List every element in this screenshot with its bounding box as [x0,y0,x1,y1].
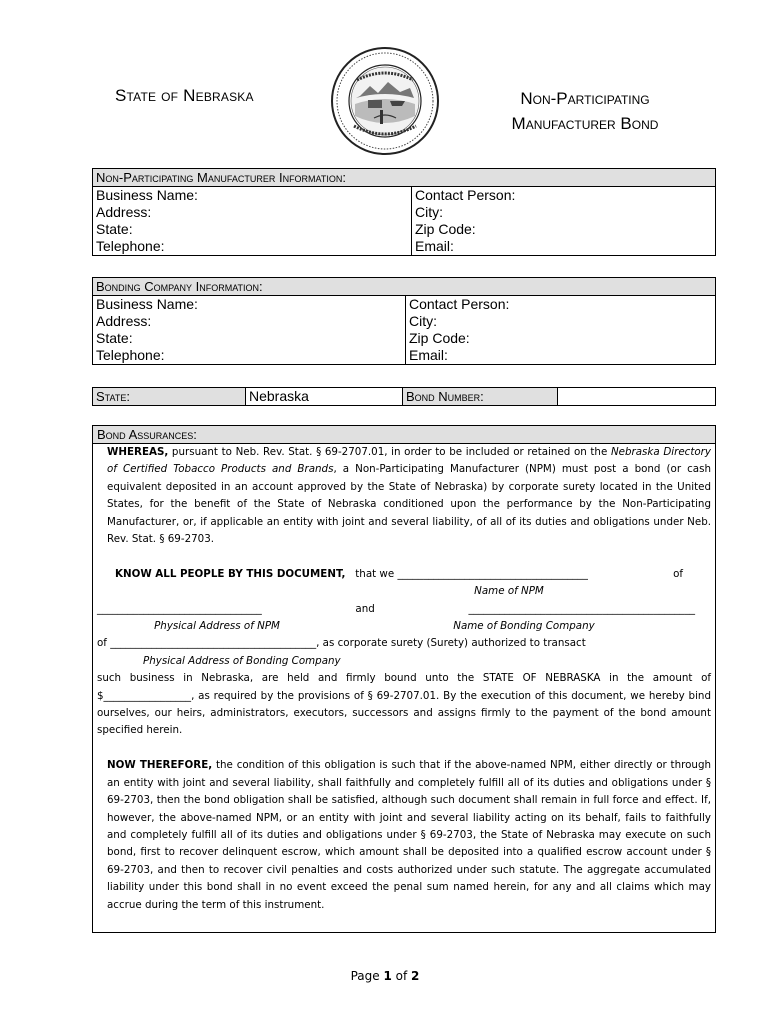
bonding-company-name-blank[interactable]: ____________________________________________ [468,602,695,615]
caption-name-of-npm: Name of NPM [474,585,544,598]
bond-assurances-section [92,425,716,933]
footer-page-word: Page [350,969,384,983]
bonding-telephone-field[interactable]: Telephone: [93,347,406,365]
header-right-title-line1: Non-Participating [520,89,650,108]
now-therefore-paragraph [97,757,711,914]
address-and-bonding-line [97,601,711,618]
such-business-paragraph: such business in Nebraska, are held and firmly bound unto the STATE OF NEBRASKA in the amount of $_________________, as required by the provisions of § 69-2707.01. By the execution of this document, we hereby bind ourselves, our heirs, administrators, executors, successors and assigns firmly to the payment of the bond amount specified herein. [97,672,711,737]
whereas-lead: WHEREAS, [107,446,169,458]
npm-info-table [92,168,716,256]
bonding-city-field[interactable]: City: [406,313,716,330]
caption-physical-address-bonding: Physical Address of Bonding Company [143,654,341,667]
npm-business-name-field[interactable]: Business Name: [93,187,412,205]
now-therefore-lead: NOW THEREFORE, [107,759,213,772]
npm-info-heading: Non-Participating Manufacturer Information: [93,169,716,187]
header-right-title-line2: Manufacturer Bond [511,114,659,133]
state-bond-number-table [92,387,716,406]
header-right-title [470,86,700,136]
caption-row [97,618,711,635]
bonding-business-name-field[interactable]: Business Name: [93,296,406,314]
npm-telephone-field[interactable]: Telephone: [93,238,412,256]
know-all-lead: KNOW ALL PEOPLE BY THIS DOCUMENT, [115,567,346,580]
bonding-contact-person-field[interactable]: Contact Person: [406,296,716,314]
state-label: State: [93,388,246,406]
npm-contact-person-field[interactable]: Contact Person: [412,187,716,205]
bonding-email-field[interactable]: Email: [406,347,716,365]
caption-physical-address-npm: Physical Address of NPM [154,620,280,633]
bond-number-field[interactable] [558,388,716,406]
physical-address-npm-blank[interactable]: ________________________________ [97,602,262,615]
whereas-directory-name: Nebraska Directory of Certified Tobacco Products and Brands [107,446,712,476]
and-word: and [355,602,375,615]
bond-assurances-heading: Bond Assurances: [93,426,715,444]
bond-number-label: Bond Number: [403,388,558,406]
page-footer [0,969,770,983]
npm-zip-field[interactable]: Zip Code: [412,221,716,238]
whereas-text-2: , a Non-Participating Manufacturer (NPM) must post a bond (or cash equivalent deposited in an account approved by the State of Nebraska) by corporate surety located in the United States, for the benefit of the State of Nebraska conditioned upon the performance by the Non-Participating Manufacturer, or, if applicable an entity with joint and several liability, of all of its duties and obligations under Neb. Rev. Stat. § 69-2703. [107,463,711,546]
caption-name-bonding-company: Name of Bonding Company [453,620,595,633]
npm-address-field[interactable]: Address: [93,204,412,221]
of-surety-line[interactable]: of ________________________________________, as corporate surety (Surety) authorized to transact [97,637,586,650]
bonding-info-table [92,277,716,365]
bonding-address-field[interactable]: Address: [93,313,406,330]
whereas-paragraph [97,444,711,548]
name-of-npm-blank[interactable]: that we _____________________________________ [355,567,588,580]
npm-email-field[interactable]: Email: [412,238,716,256]
footer-page-number: 1 [383,969,392,983]
bonding-info-heading: Bonding Company Information: [93,278,716,296]
state-value-field[interactable]: Nebraska [246,388,403,406]
now-therefore-text: the condition of this obligation is such that if the above-named NPM, either directly or through an entity with joint and several liability, shall faithfully and completely fulfill all of its duties and obligations under § 69-2703, then the bond obligation shall be satisfied, although such document shall remain in full force and effect. If, however, the above-named NPM, or an entity with joint and several liability acting on its behalf, fails to faithfully and completely fulfill all of its duties and obligations under § 69-2703, the State of Nebraska may execute on such bond, first to recover delinquent escrow, which amount shall be deposited into a qualified escrow account under § 69-2703, and then to recover civil penalties and costs authorized under such statute. The aggregate accumulated liability under this bond shall in no event exceed the penal sum named herein, for any and all claims which may accrue during the term of this instrument. [107,759,712,911]
footer-page-total: 2 [411,969,420,983]
know-all-line [97,566,711,583]
bonding-zip-field[interactable]: Zip Code: [406,330,716,347]
whereas-text-1: pursuant to Neb. Rev. Stat. § 69-2707.01, in order to be included or retained on the [168,446,611,458]
header-left-title: State of Nebraska [115,86,254,105]
know-of-word: of [673,567,683,580]
state-seal-icon [330,46,440,156]
footer-of-word: of [391,969,412,983]
bonding-state-field[interactable]: State: [93,330,406,347]
npm-city-field[interactable]: City: [412,204,716,221]
bond-assurances-body [93,444,715,914]
npm-state-field[interactable]: State: [93,221,412,238]
